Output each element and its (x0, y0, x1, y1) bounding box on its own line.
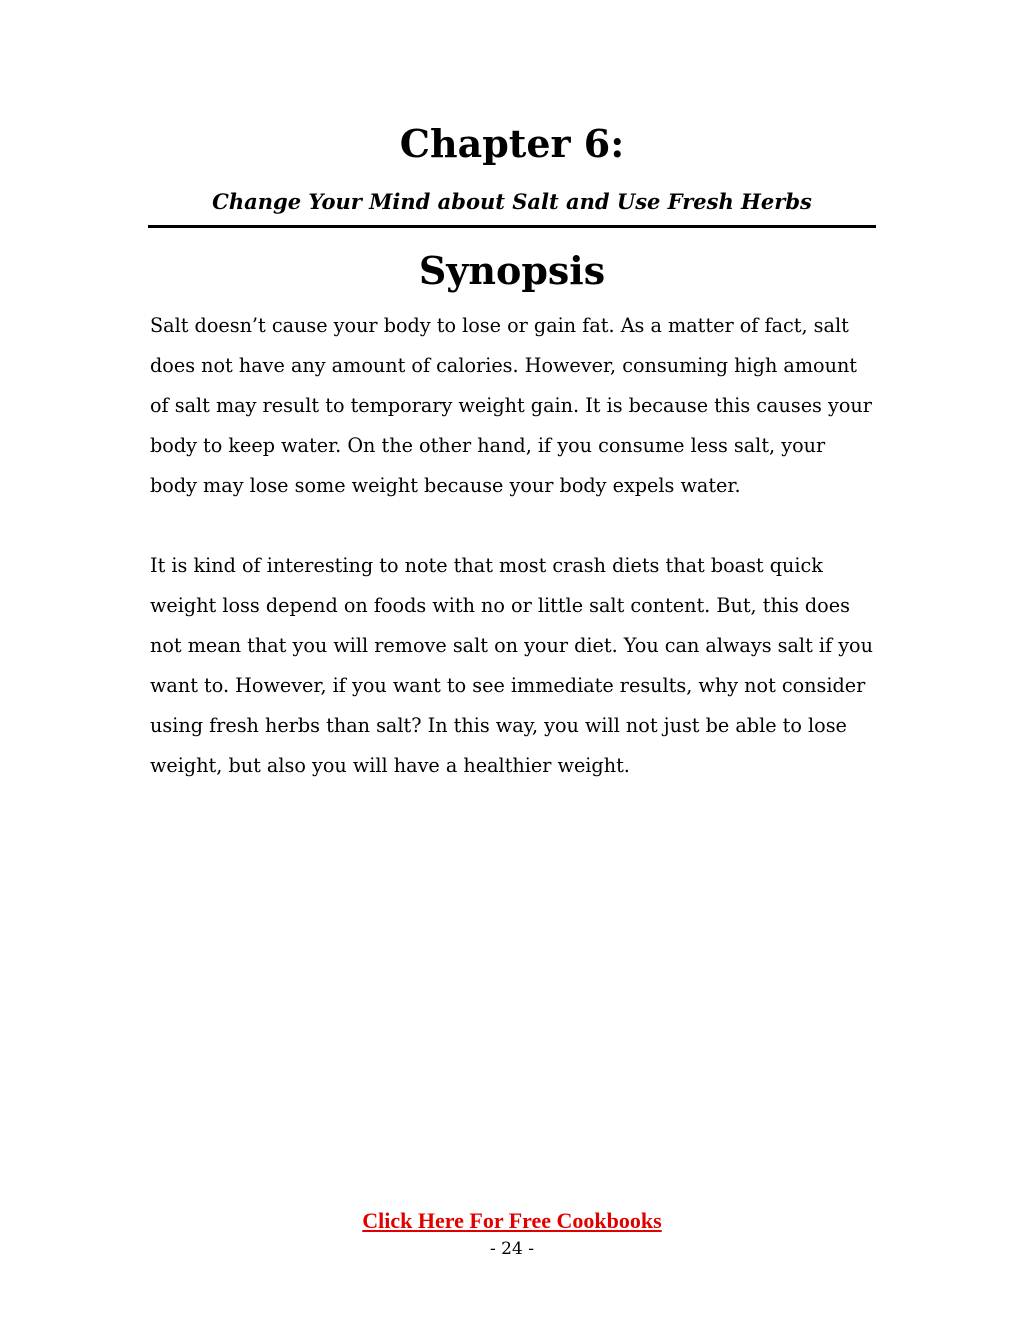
paragraph-1: Salt doesn’t cause your body to lose or gain fat. As a matter of fact, salt does not have any amount of calories. However, consuming high amount of salt may result to temporary weight gain. It is because this causes your body to keep water. On the other hand, if you consume less salt, your body may lose some weight because your body expels water. (150, 314, 872, 497)
body-text (150, 306, 878, 826)
section-heading: Synopsis (418, 248, 606, 293)
chapter-subtitle: Change Your Mind about Salt and Use Fresh Herbs (212, 189, 812, 214)
title-divider (148, 225, 876, 228)
free-cookbooks-link[interactable]: Click Here For Free Cookbooks (362, 1208, 662, 1233)
paragraph-2: It is kind of interesting to note that most crash diets that boast quick weight loss depend on foods with no or little salt content. But, this does not mean that you will remove salt on your diet. You can always salt if you want to. However, if you want to see immediate results, why not consider using fresh herbs than salt? In this way, you will not just be able to lose weight, but also you will have a healthier weight. (150, 554, 873, 777)
chapter-title: Chapter 6: (399, 121, 625, 166)
page-number: - 24 - (490, 1239, 534, 1259)
